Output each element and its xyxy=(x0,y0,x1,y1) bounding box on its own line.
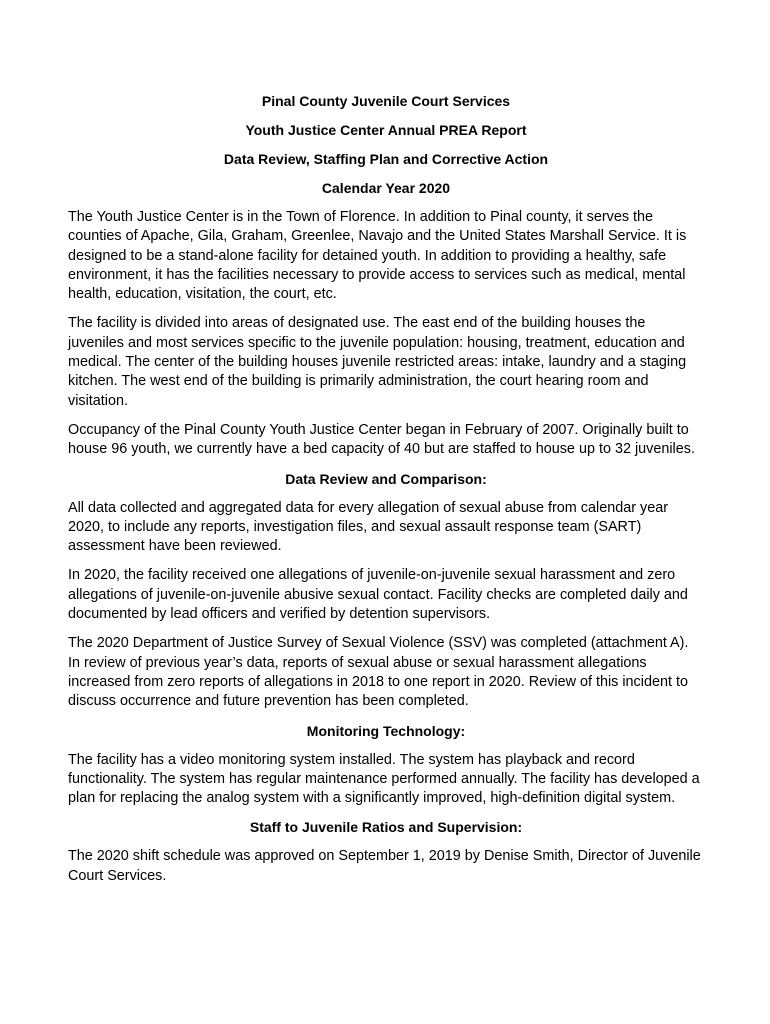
intro-paragraph-1: The Youth Justice Center is in the Town of Florence. In addition to Pinal county, it serves the counties of Apache, Gila, Graham, Greenlee, Navajo and the United States Marshall Service. It is designed to be a stand-alone facility for detained youth. In addition to providing a healthy, safe environment, it has the facilities necessary to provide access to services such as medical, mental health, education, visitation, the court, etc. xyxy=(68,209,687,303)
report-period: Calendar Year 2020 xyxy=(321,180,451,196)
monitoring-heading: Monitoring Technology: xyxy=(306,722,466,739)
staffing-heading: Staff to Juvenile Ratios and Supervision: xyxy=(249,819,523,836)
intro-paragraph-2: The facility is divided into areas of designated use. The east end of the building houses the juveniles and most services specific to the juvenile population: housing, treatment, education and medical. The center of the building houses juvenile restricted areas: intake, laundry and a staging kitchen. The west end of the building is primarily administration, the court hearing room and visitation. xyxy=(68,315,687,409)
staffing-paragraph-1: The 2020 shift schedule was approved on September 1, 2019 by Denise Smith, Director of Juvenile Court Services. xyxy=(68,848,701,884)
document-page xyxy=(68,92,704,896)
report-org-title: Pinal County Juvenile Court Services xyxy=(261,93,511,109)
report-title: Youth Justice Center Annual PREA Report xyxy=(245,122,527,138)
monitoring-paragraph-1: The facility has a video monitoring system installed. The system has playback and record functionality. The system has regular maintenance performed annually. The facility has developed a plan for replacing the analog system with a significantly improved, high-definition digital system. xyxy=(68,751,700,807)
data-review-paragraph-2: In 2020, the facility received one allegations of juvenile-on-juvenile sexual harassment and zero allegations of juvenile-on-juvenile abusive sexual contact. Facility checks are completed daily and documented by lead officers and verified by detention supervisors. xyxy=(68,567,688,623)
data-review-heading: Data Review and Comparison: xyxy=(285,470,487,487)
intro-paragraph-3: Occupancy of the Pinal County Youth Justice Center began in February of 2007. Originally built to house 96 youth, we currently have a bed capacity of 40 but are staffed to house up to 32 juveniles. xyxy=(68,421,695,458)
data-review-paragraph-1: All data collected and aggregated data for every allegation of sexual abuse from calendar year 2020, to include any reports, investigation files, and sexual assault response team (SART) assessment have been reviewed. xyxy=(68,499,668,555)
data-review-paragraph-3: The 2020 Department of Justice Survey of Sexual Violence (SSV) was completed (attachment A). In review of previous year’s data, reports of sexual abuse or sexual harassment allegations increased from zero reports of allegations in 2018 to one report in 2020. Review of this incident to discuss occurrence and future prevention has been completed. xyxy=(68,635,689,710)
report-subtitle: Data Review, Staffing Plan and Corrective Action xyxy=(223,151,549,167)
